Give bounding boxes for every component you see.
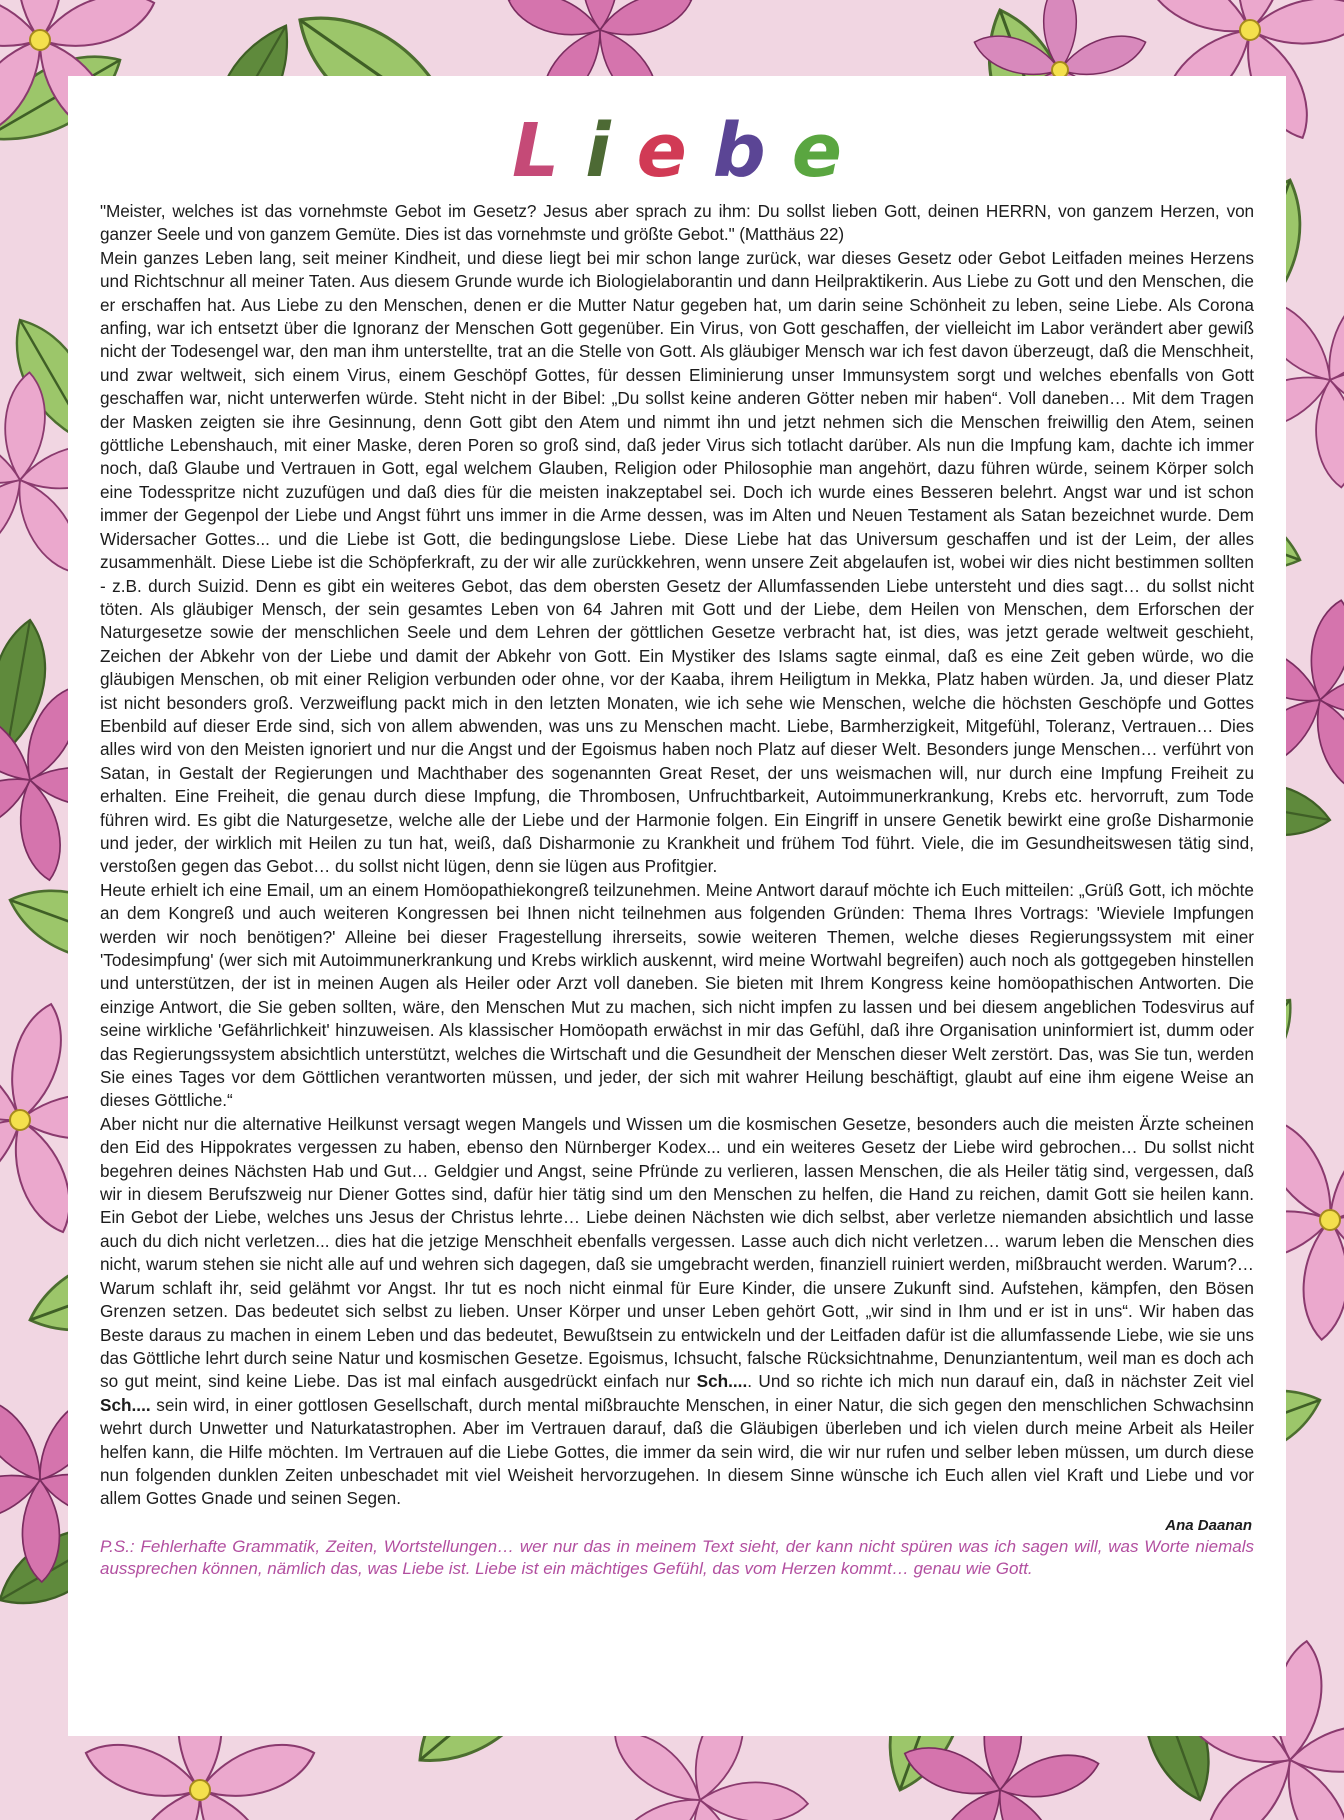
article-panel — [68, 76, 1286, 1736]
paragraph-2: Heute erhielt ich eine Email, um an einem Homöopathiekongreß teilzunehmen. Meine Antwort darauf möchte ich Euch mitteilen: „Grüß Gott, ich möchte an dem Kongreß und auch weiteren Kongressen bei Ihnen nicht teilnehmen aus folgenden Gründen: Thema Ihres Vortrags: 'Wieviele Impfungen werden wir noch benötigen?' Alleine bei dieser Fragestellung ihrerseits, sowie weiteren Themen, welche dieses Regierungssystem mit einer 'Todesimpfung' (wer sich mit Autoimmunerkrankung und Krebs wirklich auskennt, wird meine Wortwahl begreifen) auch noch als gottgegeben hinstellen und unterstützen, der ist in meinen Augen als Heiler oder Arzt voll daneben. Sie bieten mit Ihrem Kongress keine homöopathischen Antworten. Die einzige Antwort, die Sie geben sollten, wäre, den Menschen Mut zu machen, sich nicht impfen zu lassen und bei diesem angeblichen Todesvirus auf seine wirkliche 'Gefährlichkeit' hinzuweisen. Als klassischer Homöopath erwächst in mir das Gefühl, daß ihre Organisation uninformiert ist, dumm oder das Regierungssystem absichtlich unterstützt, welches die Wirtschaft und die Gesundheit der Menschen dieser Welt zerstört. Das, was Sie tun, werden Sie eines Tages vor dem Göttlichen verantworten müssen, und jeder, der sich mit wahrer Heilung beschäftigt, glaubt auf eine ihm eigene Weise an dieses Göttliche.“ — [100, 879, 1254, 1111]
title-letter-5: e — [791, 108, 842, 194]
paragraph-1: Mein ganzes Leben lang, seit meiner Kindheit, und diese liegt bei mir schon lange zurück, war dieses Gesetz oder Gebot Leitfaden meines Herzens und Richtschnur all meiner Taten. Aus diesem Grunde wurde ich Biologielaborantin und dann Heilpraktikerin. Aus Liebe zu Gott und den Menschen, die er erschaffen hat. Aus Liebe zu den Menschen, denen er die Mutter Natur gegeben hat, um darin seine Schönheit zu leben, seine Liebe. Als Corona anfing, war ich entsetzt über die Ignoranz der Menschen Gott gegenüber. Ein Virus, von Gott geschaffen, der vielleicht im Labor verändert aber gewiß nicht der Todesengel war, den man ihm unterstellte, trat an die Stelle von Gott. Als gläubiger Mensch war ich fest davon überzeugt, daß die Menschheit, und zwar weltweit, sich einem Virus, einem Geschöpf Gottes, für dessen Eliminierung unser Immunsystem sorgt und welches ebenfalls von Gott geschaffen war, nicht unterwerfen würde. Steht nicht in der Bibel: „Du sollst keine anderen Götter neben mir haben“. Voll daneben… Mit dem Tragen der Masken zeigten sie ihre Gesinnung, denn Gott gibt den Atem und nimmt ihn und jetzt nehmen sich die Menschen freiwillig den Atem, seinen göttliche Lebenshauch, mit einer Maske, deren Poren so groß sind, daß jeder Virus sich totlacht darüber. Als nun die Impfung kam, dachte ich immer noch, daß Glaube und Vertrauen in Gott, egal welchem Glauben, Religion oder Philosophie man angehört, dazu führen würde, seinem Körper solch eine Todesspritze nicht zuzufügen und daß dies für die meisten inakzeptabel sei. Doch ich wurde eines Besseren belehrt. Angst war und ist schon immer der Gegenpol der Liebe und Angst führt uns immer in die Arme dessen, was im Alten und Neuen Testament als Satan bezeichnet wurde. Dem Widersacher Gottes... und die Liebe ist Gott, die bedingungslose Liebe. Diese Liebe hat das Universum geschaffen und ist der Leim, der alles zusammenhält. Diese Liebe ist die Schöpferkraft, zu der wir alle zurückkehren, wenn unsere Zeit abgelaufen ist, wobei wir dies nicht bestimmen sollten - z.B. durch Suizid. Denn es gibt ein weiteres Gebot, das dem obersten Gesetz der Allumfassenden Liebe untersteht und dies sagt… du sollst nicht töten. Als gläubiger Mensch, der sein gesamtes Leben von 64 Jahren mit Gott und der Liebe, dem Heilen von Menschen, dem Erforschen der Naturgesetze sowie der menschlichen Seele und dem Lehren der göttlichen Gesetze verbracht hat, ist dies, was jetzt gerade weltweit geschieht, Zeichen der Abkehr von der Liebe und damit der Abkehr von Gott. Ein Mystiker des Islams sagte einmal, daß es eine Zeit geben würde, wo die gläubigen Menschen, ob mit einer Religion verbunden oder ohne, vor der Kaaba, ihrem Heiligtum in Mekka, Platz haben würden. Ja, und dieser Platz ist nicht besonders groß. Verzweiflung packt mich in den letzten Monaten, wie ich sehe wie Menschen, welche die höchsten Geschöpfe und Gottes Ebenbild auf dieser Erde sind, sich von allem abwenden, was uns zu Menschen macht. Liebe, Barmherzigkeit, Mitgefühl, Toleranz, Vertrauen… Dies alles wird von den Meisten ignoriert und nur die Angst und der Egoismus haben noch Platz auf dieser Welt. Besonders junge Menschen… verführt von Satan, in Gestalt der Regierungen und Machthaber des sogenannten Great Reset, der uns weismachen will, nur durch eine Impfung Freiheit zu erhalten. Eine Freiheit, die genau durch diese Impfung, die Thrombosen, Unfruchtbarkeit, Autoimmunerkrankung, Krebs etc. hervorruft, zum Tode führen wird. Es gibt die Naturgesetze, welche alle der Liebe und der Harmonie folgen. Ein Eingriff in unsere Genetik bewirkt eine große Disharmonie und jeder, der wirklich mit Heilen zu tun hat, weiß, daß Disharmonie zu Krankheit und frühem Tod führt. Viele, die im Gesundheitswesen tätig sind, verstoßen gegen das Gebot… du sollst nicht lügen, denn sie lügen aus Profitgier. — [100, 247, 1254, 877]
bible-quote: "Meister, welches ist das vornehmste Gebot im Gesetz? Jesus aber sprach zu ihm: Du sollst lieben Gott, deinen HERRN, von ganzem Herzen, von ganzer Seele und von ganzem Gemüte. Dies ist das vornehmste und größte Gebot." (Matthäus 22) — [100, 201, 1254, 245]
bold-word-2: Sch.... — [100, 1394, 151, 1415]
bold-word-1: Sch.... — [696, 1371, 748, 1392]
author-signature: Ana Daanan — [1165, 1516, 1252, 1534]
article-body — [100, 200, 1254, 1511]
title-letter-4: b — [712, 108, 792, 194]
title-letter-3: e — [636, 108, 713, 194]
title-letter-2: i — [585, 108, 637, 194]
title-letter-1: L — [512, 108, 586, 194]
paragraph-3 — [100, 1113, 1254, 1511]
page-title — [100, 102, 1254, 200]
paragraph-3-part-c: sein wird, in einer gottlosen Gesellschaft, durch mental mißbrauchte Menschen, in einer Natur, die sich gegen den menschlichen Schwachsinn wehrt durch Unwetter und Naturkatastrophen. Aber im Vertrauen darauf, daß die Gläubigen überleben und ich vielen durch meine Arbeit als Heiler helfen kann, die Hilfe möchten. Im Vertrauen auf die Liebe Gottes, die immer da sein wird, die wir nur rufen und selber leben müssen, um durch diese nun folgenden dunklen Zeiten unbeschadet mit viel Weisheit hervorzugehen. In diesem Sinne wünsche ich Euch allen viel Kraft und Liebe und vor allem Gottes Gnade und seinen Segen. — [100, 1394, 1254, 1509]
paragraph-3-part-a: Aber nicht nur die alternative Heilkunst versagt wegen Mangels und Wissen um die kosmischen Gesetze, besonders auch die meisten Ärzte scheinen den Eid des Hippokrates vergessen zu haben, ebenso den Nürnberger Kodex... und ein weiteres Gesetz der Liebe wird gebrochen… Du sollst nicht begehren deines Nächsten Hab und Gut… Geldgier und Angst, seine Pfründe zu verlieren, lassen Menschen, die als Heiler tätig sind, vergessen, daß wir in diesem Berufszweig nur Diener Gottes sind, dafür hier tätig sind um den Menschen zu helfen, die Hand zu reichen, damit Gott sie heilen kann. Ein Gebot der Liebe, welches uns Jesus der Christus lehrte… Liebe deinen Nächsten wie dich selbst, aber verletze niemanden absichtlich und lasse auch du dich nicht verletzen... dies hat die jetzige Menschheit ebenfalls vergessen. Lasse auch dich nicht verletzen… warum leben die Menschen dies nicht, warum stehen sie nicht alle auf und wehren sich dagegen, daß sie umgebracht werden, finanziell ruiniert werden, mißbraucht werden. Warum?… Warum schlaft ihr, seid gelähmt vor Angst. Ihr tut es noch nicht einmal für Eure Kinder, die unsere Zukunft sind. Aufstehen, kämpfen, den Bösen Grenzen setzen. Das bedeutet sich selbst zu lieben. Unser Körper und unser Leben gehört Gott, „wir sind in Ihm und er ist in uns“. Wir haben das Beste daraus zu machen in einem Leben und das bedeutet, Bewußtsein zu entwickeln und der Leitfaden dafür ist die allumfassende Liebe, wie sie uns das Göttliche lehrt durch seine Natur und kosmischen Gesetze. Egoismus, Ichsucht, falsche Rücksichtnahme, Denunziantentum, weil man es doch ach so gut meint, sind keine Liebe. Das ist mal einfach ausgedrückt einfach nur — [100, 1113, 1254, 1392]
paragraph-3-part-b: . Und so richte ich mich nun darauf ein, daß in nächster Zeit viel — [747, 1371, 1254, 1392]
postscript: P.S.: Fehlerhafte Grammatik, Zeiten, Wortstellungen… wer nur das in meinem Text sieht, der kann nicht spüren was ich sagen will, was Worte niemals aussprechen können, nämlich das, was Liebe ist. Liebe ist ein mächtiges Gefühl, das vom Herzen kommt… genau wie Gott. — [100, 1536, 1254, 1579]
